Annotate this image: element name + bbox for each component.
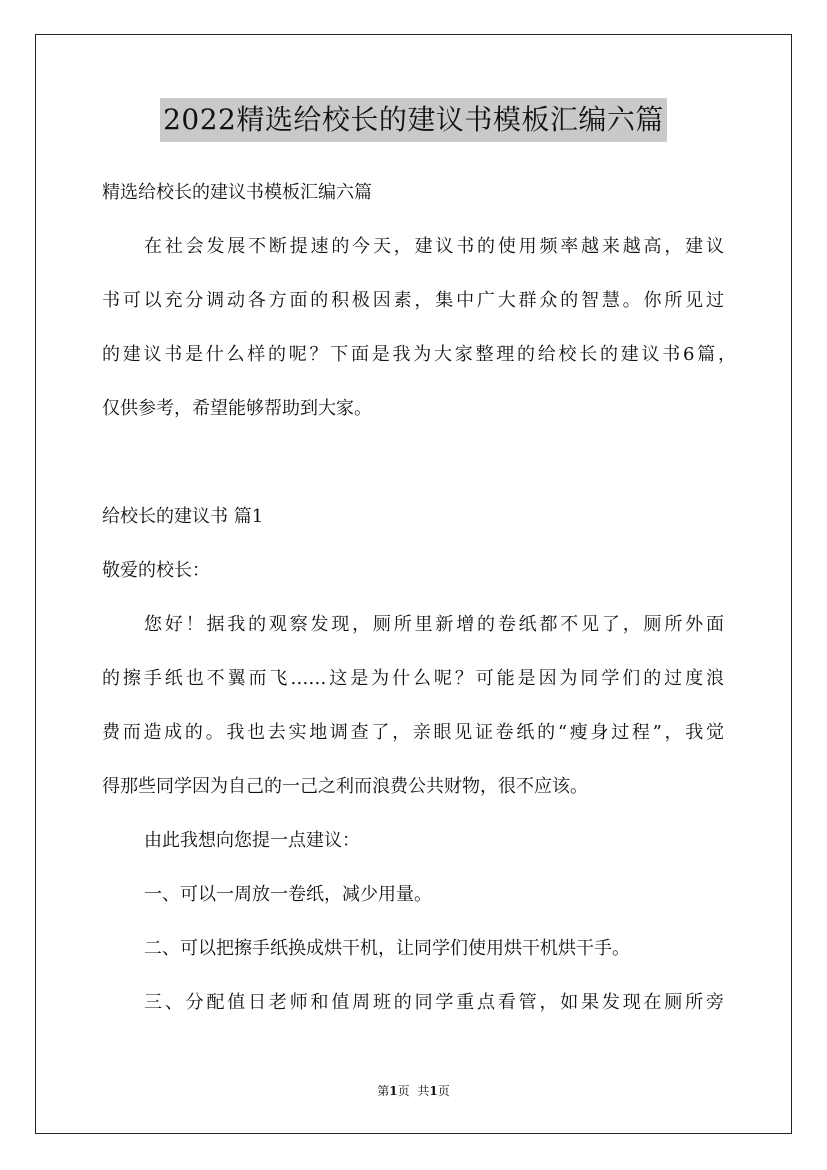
intro-line-4: 仅供参考，希望能够帮助到大家。 bbox=[102, 398, 372, 419]
footer-total-suffix: 页 bbox=[437, 1084, 450, 1098]
footer-total-number: 1 bbox=[429, 1084, 438, 1098]
intro-line-3: 的建议书是什么样的呢？下面是我为大家整理的给校长的建议书6篇， bbox=[102, 344, 736, 365]
document-subtitle: 精选给校长的建议书模板汇编六篇 bbox=[102, 182, 372, 203]
suggestion-item-2: 二、可以把擦手纸换成烘干机，让同学们使用烘干机烘干手。 bbox=[144, 938, 630, 959]
body-line-4: 得那些同学因为自己的一己之利而浪费公共财物，很不应该。 bbox=[102, 776, 588, 797]
section-heading: 给校长的建议书 篇1 bbox=[102, 506, 264, 527]
intro-line-1: 在社会发展不断提速的今天，建议书的使用频率越来越高，建议 bbox=[144, 236, 724, 257]
suggestion-item-1: 一、可以一周放一卷纸，减少用量。 bbox=[144, 884, 432, 905]
suggestion-intro: 由此我想向您提一点建议： bbox=[144, 830, 360, 851]
body-line-1: 您好！据我的观察发现，厕所里新增的卷纸都不见了，厕所外面 bbox=[144, 614, 724, 635]
intro-line-2: 书可以充分调动各方面的积极因素，集中广大群众的智慧。你所见过 bbox=[102, 290, 724, 311]
footer-page-number: 1 bbox=[389, 1084, 398, 1098]
body-line-2: 的擦手纸也不翼而飞……这是为什么呢？可能是因为同学们的过度浪 bbox=[102, 668, 724, 689]
document-title: 2022精选给校长的建议书模板汇编六篇 bbox=[160, 98, 667, 142]
body-line-3: 费而造成的。我也去实地调查了，亲眼见证卷纸的“瘦身过程”，我觉 bbox=[102, 722, 724, 743]
page-footer bbox=[0, 1083, 827, 1099]
footer-page-suffix: 页 bbox=[397, 1084, 410, 1098]
footer-total-prefix: 共 bbox=[417, 1084, 430, 1098]
title-container bbox=[0, 98, 827, 142]
salutation: 敬爱的校长： bbox=[102, 560, 210, 581]
suggestion-item-3: 三、分配值日老师和值周班的同学重点看管，如果发现在厕所旁 bbox=[144, 992, 724, 1013]
footer-page-prefix: 第 bbox=[377, 1084, 390, 1098]
